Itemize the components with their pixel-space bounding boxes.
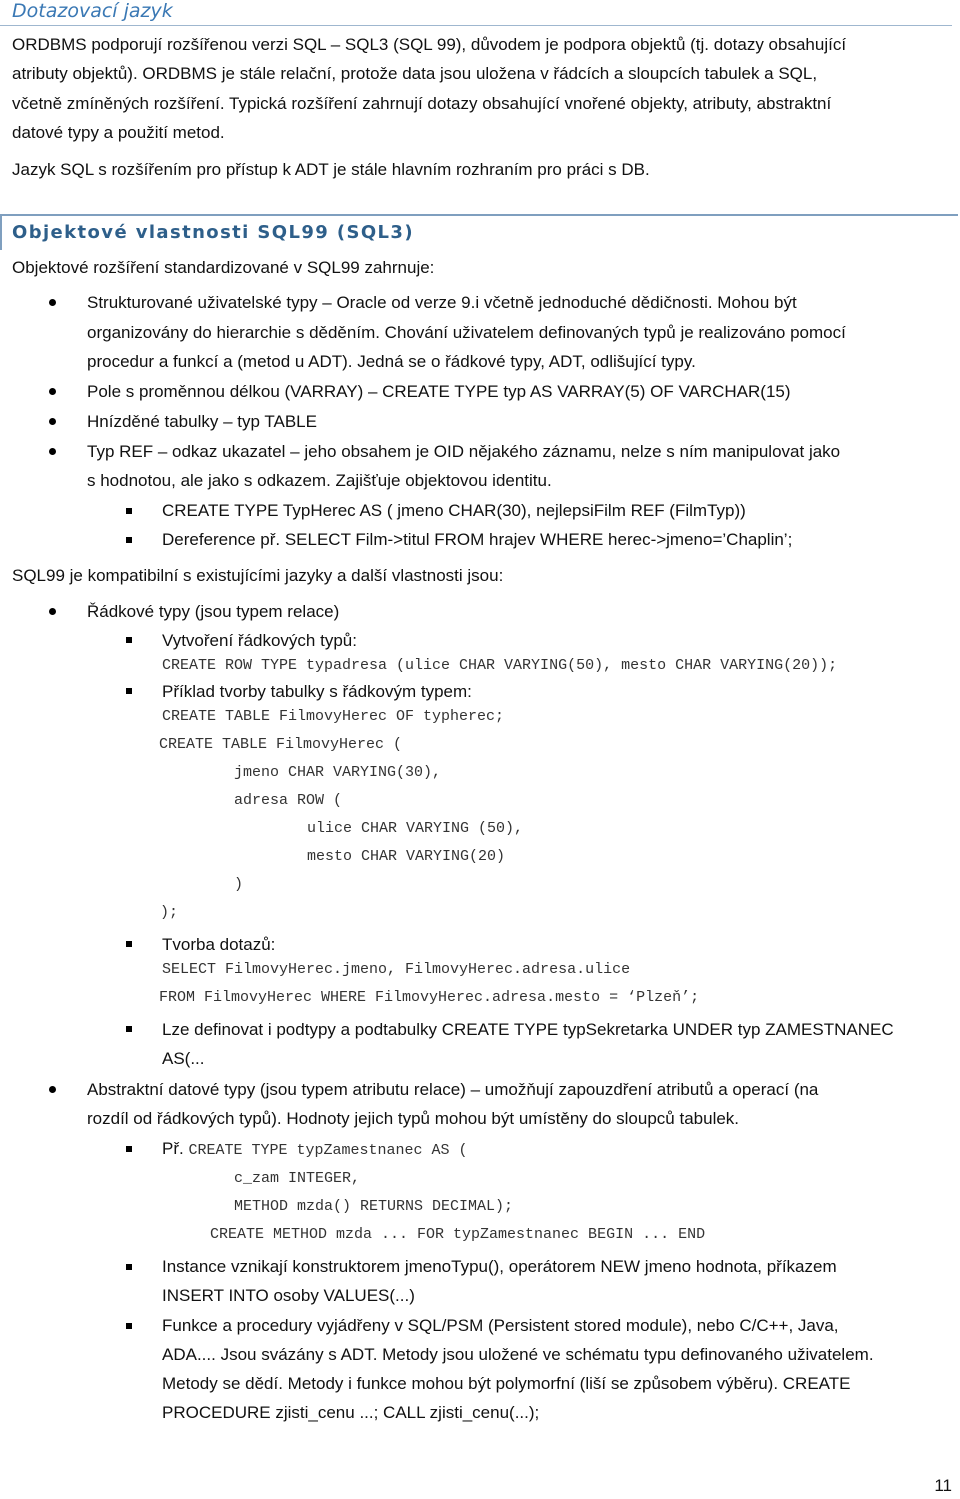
bullet-marker (49, 448, 56, 455)
heading-left-rule (0, 214, 2, 250)
bullet-text: Hnízděné tabulky – typ TABLE (87, 412, 317, 431)
sub-bullet-text: Lze definovat i podtypy a podtabulky CREATE TYPE typSekretarka UNDER typ ZAMESTNANEC (162, 1020, 894, 1039)
code-line: mesto CHAR VARYING(20) (307, 848, 506, 865)
paragraph-line: atributy objektů). ORDBMS je stále relační, protože data jsou uložena v řádcích a sloupcích tabulek a SQL, (12, 64, 818, 83)
sub-bullet-text: Dereference př. SELECT Film->titul FROM hrajev WHERE herec->jmeno=’Chaplin’; (162, 530, 793, 549)
square-bullet-marker (126, 1323, 132, 1329)
sub-bullet-text: CREATE TYPE TypHerec AS ( jmeno CHAR(30), nejlepsiFilm REF (FilmTyp)) (162, 501, 746, 520)
square-bullet-marker (126, 637, 132, 643)
square-bullet-marker (126, 1026, 132, 1032)
sub-bullet-text: Instance vznikají konstruktorem jmenoTypu(), operátorem NEW jmeno hodnota, příkazem (162, 1257, 837, 1276)
bullet-text: Strukturované uživatelské typy – Oracle od verze 9.i včetně jednoduché dědičnosti. Mohou být (87, 293, 797, 312)
compat-line: SQL99 je kompatibilní s existujícími jazyky a další vlastnosti jsou: (12, 566, 504, 585)
sub-bullet-text: Vytvoření řádkových typů: (162, 631, 357, 650)
square-bullet-marker (126, 508, 132, 514)
code-line: adresa ROW ( (234, 792, 343, 809)
inline-code: CREATE TYPE typZamestnanec AS ( (188, 1142, 468, 1159)
sub-bullet-text (162, 1134, 468, 1166)
code-line: ) (234, 876, 244, 893)
code-line: SELECT FilmovyHerec.jmeno, FilmovyHerec.adresa.ulice (162, 961, 631, 978)
bullet-marker (49, 608, 56, 615)
sub-bullet-text: Příklad tvorby tabulky s řádkovým typem: (162, 682, 472, 701)
square-bullet-marker (126, 537, 132, 543)
bullet-text: s hodnotou, ale jako s odkazem. Zajišťuje objektovou identitu. (87, 471, 552, 490)
code-line: c_zam INTEGER, (234, 1170, 361, 1187)
bullet-text: Řádkové typy (jsou typem relace) (87, 602, 340, 621)
code-line: FROM FilmovyHerec WHERE FilmovyHerec.adresa.mesto = ‘Plzeň’; (159, 989, 700, 1006)
code-line: ulice CHAR VARYING (50), (307, 820, 524, 837)
section-heading-dotazovaci-jazyk: Dotazovací jazyk (0, 0, 952, 26)
square-bullet-marker (126, 1264, 132, 1270)
bullet-marker (49, 388, 56, 395)
square-bullet-marker (126, 688, 132, 694)
sub-bullet-text: ADA.... Jsou svázány s ADT. Metody jsou uložené ve schématu typu definovaného uživatelem. (162, 1345, 874, 1364)
sub-bullet-text: Tvorba dotazů: (162, 935, 276, 954)
code-line: jmeno CHAR VARYING(30), (234, 764, 442, 781)
code-line: CREATE ROW TYPE typadresa (ulice CHAR VARYING(50), mesto CHAR VARYING(20)); (162, 657, 838, 674)
square-bullet-marker (126, 941, 132, 947)
code-line: METHOD mzda() RETURNS DECIMAL); (234, 1198, 514, 1215)
square-bullet-marker (126, 1146, 132, 1152)
bullet-text: Abstraktní datové typy (jsou typem atributu relace) – umožňují zapouzdření atributů a operací (na (87, 1080, 819, 1099)
bullet-text: procedur a funkcí a (metod u ADT). Jedná se o řádkové typy, ADT, odlišující typy. (87, 352, 696, 371)
intro-line: Objektové rozšíření standardizované v SQL99 zahrnuje: (12, 258, 435, 277)
example-prefix: Př. (162, 1139, 184, 1158)
bullet-text: organizovány do hierarchie s děděním. Chování uživatelem definovaných typů je realizováno pomocí (87, 323, 846, 342)
paragraph-line: včetně zmíněných rozšíření. Typická rozšíření zahrnují dotazy obsahující vnořené objekty, atributy, abstraktní (12, 94, 832, 113)
code-line: CREATE TABLE FilmovyHerec ( (159, 736, 403, 753)
code-line: CREATE TABLE FilmovyHerec OF typherec; (162, 708, 505, 725)
paragraph-line: Jazyk SQL s rozšířením pro přístup k ADT je stále hlavním rozhraním pro práci s DB. (12, 160, 650, 179)
section-heading-objektove-vlastnosti: Objektové vlastnosti SQL99 (SQL3) (12, 222, 414, 243)
bullet-text: Pole s proměnnou délkou (VARRAY) – CREATE TYPE typ AS VARRAY(5) OF VARCHAR(15) (87, 382, 791, 401)
code-line: CREATE METHOD mzda ... FOR typZamestnanec BEGIN ... END (210, 1226, 706, 1243)
sub-bullet-text: Funkce a procedury vyjádřeny v SQL/PSM (Persistent stored module), nebo C/C++, Java, (162, 1316, 839, 1335)
paragraph-line: datové typy a použití metod. (12, 123, 225, 142)
sub-bullet-text: INSERT INTO osoby VALUES(...) (162, 1286, 415, 1305)
heading-top-rule (0, 214, 958, 216)
paragraph-line: ORDBMS podporují rozšířenou verzi SQL – SQL3 (SQL 99), důvodem je podpora objektů (tj. dotazy obsahující (12, 35, 847, 54)
code-line: ); (160, 904, 179, 921)
sub-bullet-text: PROCEDURE zjisti_cenu ...; CALL zjisti_cenu(...); (162, 1403, 540, 1422)
bullet-text: Typ REF – odkaz ukazatel – jeho obsahem je OID nějakého záznamu, nelze s ním manipulovat jako (87, 442, 841, 461)
sub-bullet-text: Metody se dědí. Metody i funkce mohou být polymorfní (liší se způsobem výběru). CREATE (162, 1374, 851, 1393)
bullet-text: rozdíl od řádkových typů). Hodnoty jejich typů mohou být umístěny do sloupců tabulek. (87, 1109, 740, 1128)
bullet-marker (49, 299, 56, 306)
section-heading-frame (0, 214, 960, 250)
bullet-marker (49, 1086, 56, 1093)
bullet-marker (49, 418, 56, 425)
sub-bullet-text: AS(... (162, 1049, 205, 1068)
page-number: 11 (934, 1476, 952, 1495)
